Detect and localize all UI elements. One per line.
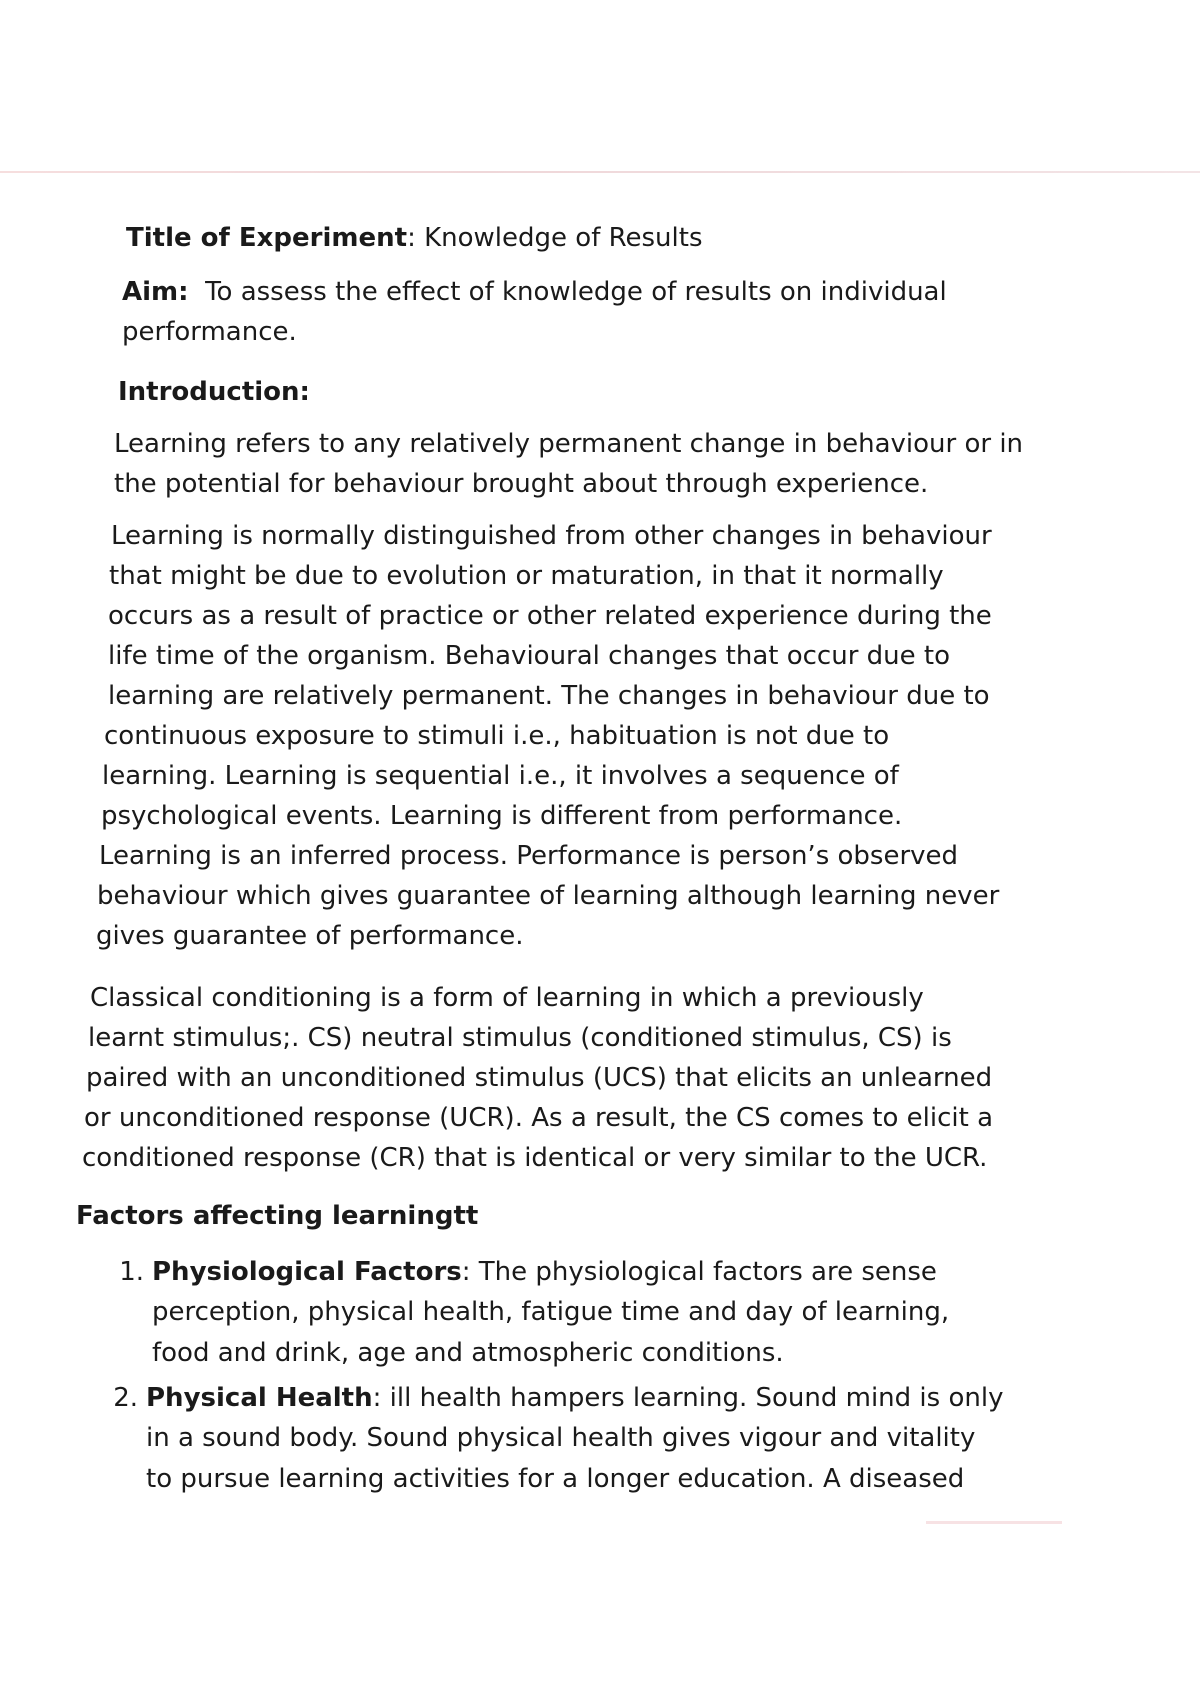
paragraph-line: behaviour which gives guarantee of learning although learning never (97, 881, 1000, 911)
title-value: : Knowledge of Results (407, 223, 703, 253)
paragraph-line: learning are relatively permanent. The changes in behaviour due to (108, 681, 990, 711)
paragraph-line: learnt stimulus;. CS) neutral stimulus (conditioned stimulus, CS) is (88, 1023, 952, 1053)
paragraph-line: paired with an unconditioned stimulus (UCS) that elicits an unlearned (86, 1063, 993, 1093)
paragraph-line: psychological events. Learning is different from performance. (101, 801, 903, 831)
scan-edge-line (0, 171, 1200, 173)
factor-text: : The physiological factors are sense (461, 1257, 937, 1287)
factor-label: Physiological Factors (152, 1257, 462, 1287)
factor-label: Physical Health (146, 1383, 373, 1413)
paragraph-line: Learning is normally distinguished from other changes in behaviour (111, 521, 992, 551)
paragraph-line: gives guarantee of performance. (96, 921, 524, 951)
paragraph-line: continuous exposure to stimuli i.e., habituation is not due to (104, 721, 890, 751)
aim-line-1 (122, 272, 947, 312)
aim-line-2: performance. (122, 317, 297, 347)
factor-item-2 (98, 1378, 1003, 1500)
aim-label: Aim: (122, 277, 189, 307)
experiment-title (126, 218, 703, 258)
aim-text-1: To assess the effect of knowledge of results on individual (205, 277, 947, 307)
paragraph-line: Learning refers to any relatively permanent change in behaviour or in (114, 429, 1024, 459)
paragraph-line: or unconditioned response (UCR). As a result, the CS comes to elicit a (84, 1103, 994, 1133)
paragraph-line: life time of the organism. Behavioural changes that occur due to (108, 641, 950, 671)
factor-line (98, 1378, 1003, 1418)
factor-line: to pursue learning activities for a longer education. A diseased (146, 1464, 965, 1494)
factor-item-1 (104, 1252, 949, 1374)
paragraph-line: occurs as a result of practice or other related experience during the (108, 601, 992, 631)
factor-number: 1. (119, 1257, 144, 1287)
factors-heading: Factors affecting learningtt (76, 1201, 479, 1231)
intro-paragraph-3 (82, 978, 994, 1178)
factor-line (104, 1252, 949, 1292)
paragraph-line: Classical conditioning is a form of learning in which a previously (90, 983, 924, 1013)
paragraph-line: conditioned response (CR) that is identical or very similar to the UCR. (82, 1143, 988, 1173)
factor-line: in a sound body. Sound physical health gives vigour and vitality (146, 1423, 976, 1453)
scan-mark (926, 1521, 1062, 1524)
factor-number: 2. (113, 1383, 138, 1413)
factor-line: food and drink, age and atmospheric conditions. (152, 1338, 784, 1368)
intro-paragraph-2 (96, 516, 1000, 956)
title-label: Title of Experiment (126, 223, 408, 253)
aim-section (122, 272, 947, 352)
factor-line: perception, physical health, fatigue time and day of learning, (152, 1297, 950, 1327)
paragraph-line: that might be due to evolution or maturation, in that it normally (109, 561, 944, 591)
introduction-heading: Introduction: (118, 377, 310, 407)
paragraph-line: Learning is an inferred process. Performance is person’s observed (99, 841, 959, 871)
paragraph-line: the potential for behaviour brought about through experience. (114, 469, 929, 499)
intro-paragraph-1 (114, 424, 1023, 504)
factor-text: : ill health hampers learning. Sound mind is only (372, 1383, 1004, 1413)
paragraph-line: learning. Learning is sequential i.e., it involves a sequence of (102, 761, 899, 791)
